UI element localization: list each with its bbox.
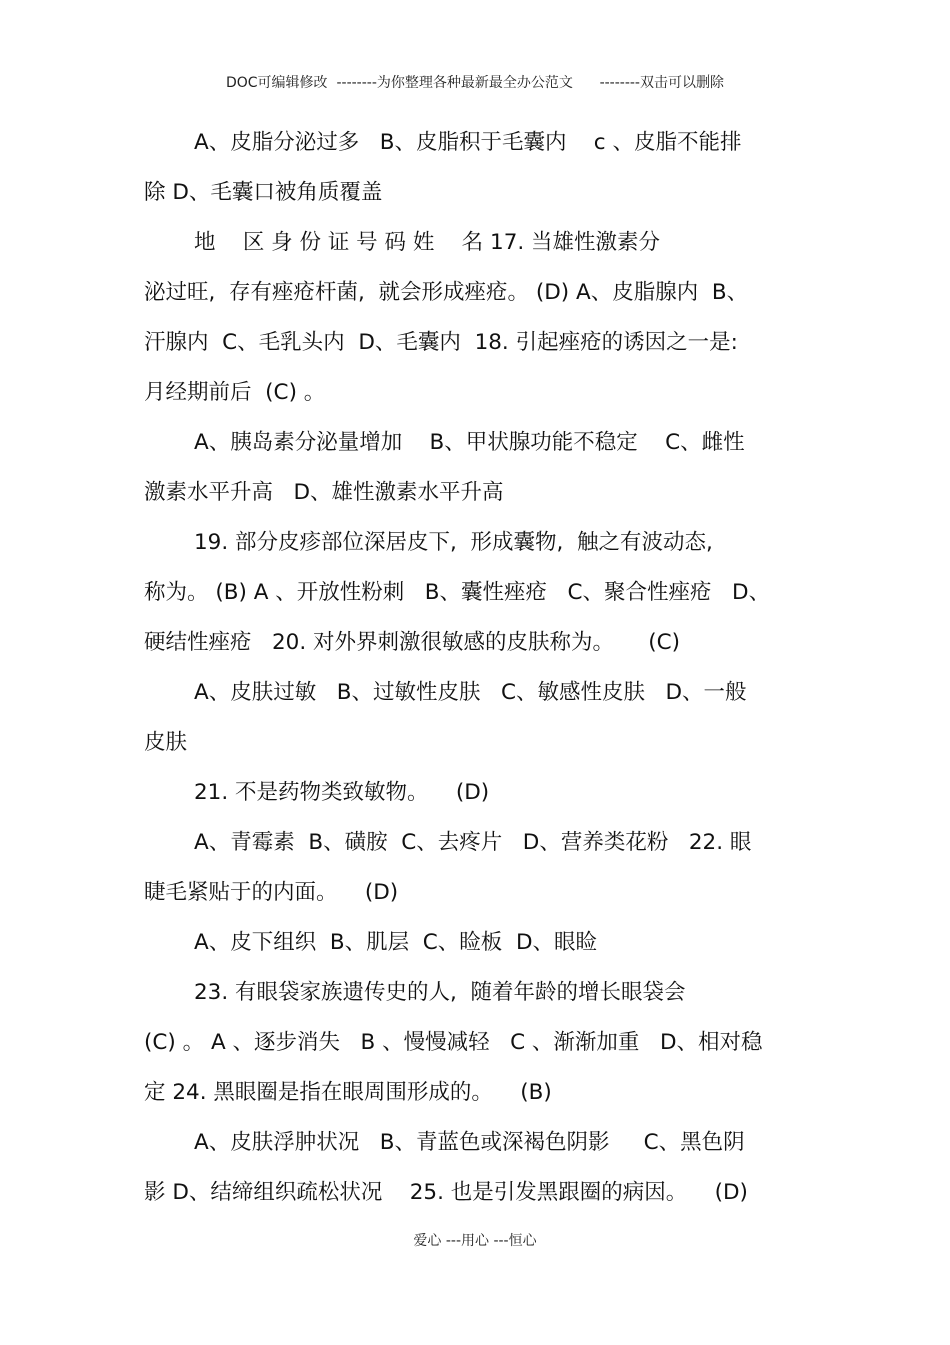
text-line: A、胰岛素分泌量增加 B、甲状腺功能不稳定 C、雌性 (194, 430, 745, 455)
text-line: 月经期前后 (C) 。 (144, 380, 326, 405)
text-line: A、青霉素 B、磺胺 C、去疼片 D、营养类花粉 22. 眼 (194, 830, 752, 855)
text-line: 影 D、结缔组织疏松状况 25. 也是引发黑跟圈的病因。 (D) (144, 1180, 748, 1205)
text-line: 21. 不是药物类致敏物。 (D) (194, 780, 490, 805)
text-line: 激素水平升高 D、雄性激素水平升高 (144, 480, 504, 505)
text-line: 23. 有眼袋家族遗传史的人, 随着年龄的增长眼袋会 (194, 980, 686, 1005)
document-body (144, 118, 809, 1218)
page-footer: 爱心 ---用心 ---恒心 (413, 1233, 537, 1249)
text-line: 皮肤 (144, 730, 188, 755)
text-line: 硬结性痤疮 20. 对外界刺激很敏感的皮肤称为。 (C) (144, 630, 680, 655)
text-line: 睫毛紧贴于的内面。 (D) (144, 880, 399, 905)
text-line: 定 24. 黑眼圈是指在眼周围形成的。 (B) (144, 1080, 552, 1105)
text-line: A、皮脂分泌过多 B、皮脂积于毛囊内 c 、皮脂不能排 (194, 130, 742, 155)
text-line: A、皮下组织 B、肌层 C、睑板 D、眼睑 (194, 930, 598, 955)
text-line: A、皮肤过敏 B、过敏性皮肤 C、敏感性皮肤 D、一般 (194, 680, 747, 705)
text-line: 19. 部分皮疹部位深居皮下, 形成囊物, 触之有波动态, (194, 530, 713, 555)
text-line: 除 D、毛囊口被角质覆盖 (144, 180, 383, 205)
text-line: A、皮肤浮肿状况 B、青蓝色或深褐色阴影 C、黑色阴 (194, 1130, 745, 1155)
text-line: 汗腺内 C、毛乳头内 D、毛囊内 18. 引起痤疮的诱因之一是: (144, 330, 738, 355)
text-line: 泌过旺, 存有痤疮杆菌, 就会形成痤疮。 (D) A、皮脂腺内 B、 (144, 280, 749, 305)
text-line: 称为。 (B) A 、开放性粉刺 B、囊性痤疮 C、聚合性痤疮 D、 (144, 580, 771, 605)
text-line: 地 区 身 份 证 号 码 姓 名 17. 当雄性激素分 (194, 230, 661, 255)
text-line: (C) 。 A 、逐步消失 B 、慢慢减轻 C 、渐渐加重 D、相对稳 (144, 1030, 763, 1055)
page-header: DOC可编辑修改 --------为你整理各种最新最全办公范文 --------双击可以删除 (225, 75, 724, 91)
